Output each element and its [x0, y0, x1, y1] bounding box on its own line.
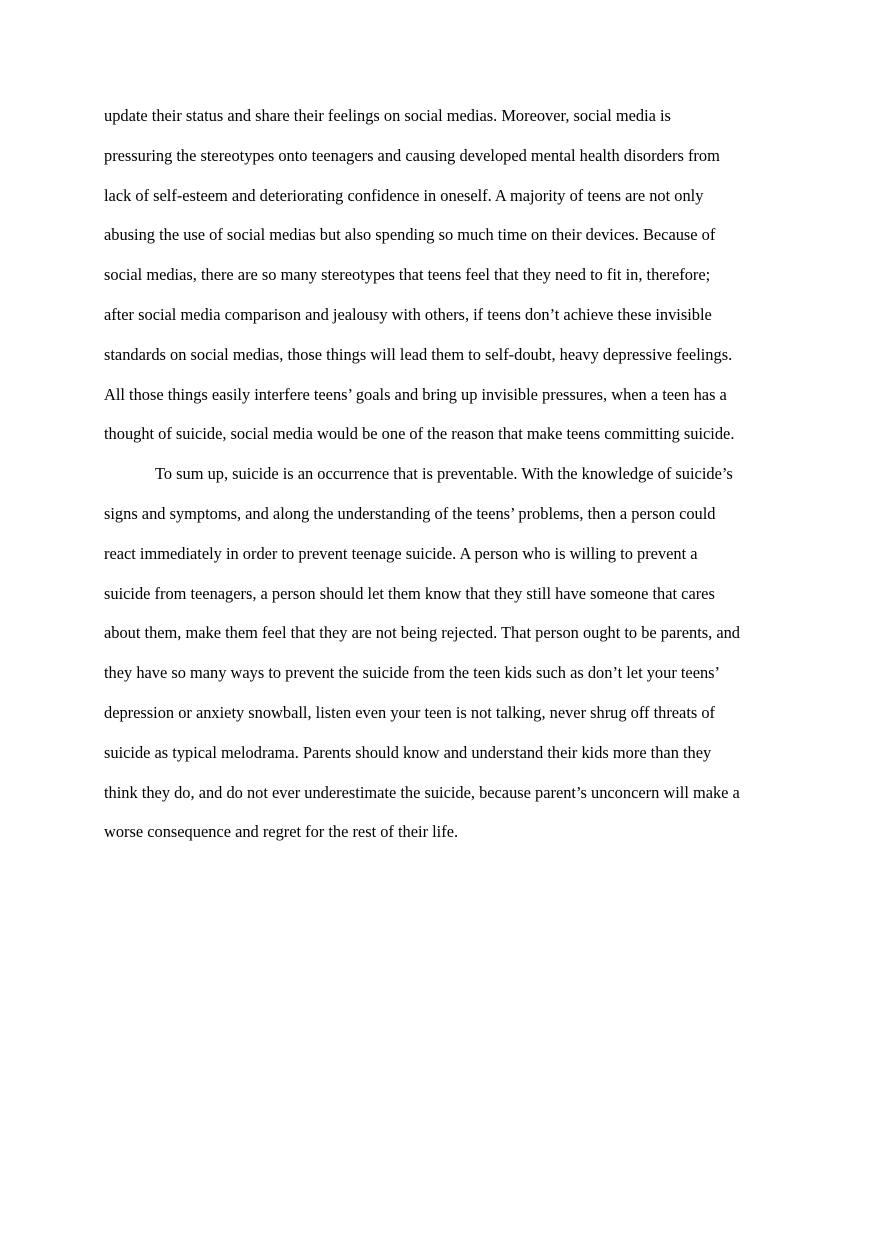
text-line: after social media comparison and jealousy with others, if teens don’t achieve these invisible	[104, 304, 712, 324]
text-line: All those things easily interfere teens’ goals and bring up invisible pressures, when a teen has a	[104, 384, 727, 404]
text-line: they have so many ways to prevent the suicide from the teen kids such as don’t let your teens’	[104, 663, 721, 683]
text-line: update their status and share their feelings on social medias. Moreover, social media is	[104, 106, 671, 125]
text-line: suicide as typical melodrama. Parents should know and understand their kids more than they	[104, 742, 712, 762]
paragraph-conclusion	[104, 454, 794, 852]
text-line: worse consequence and regret for the rest of their life.	[104, 822, 459, 842]
text-line: suicide from teenagers, a person should let them know that they still have someone that cares	[104, 583, 715, 603]
text-line-indented: To sum up, suicide is an occurrence that is preventable. With the knowledge of suicide’s	[155, 464, 733, 484]
text-line: signs and symptoms, and along the understanding of the teens’ problems, then a person could	[104, 503, 716, 523]
text-line: react immediately in order to prevent teenage suicide. A person who is willing to prevent a	[104, 543, 698, 563]
text-line: lack of self-esteem and deteriorating confidence in oneself. A majority of teens are not only	[104, 185, 704, 205]
text-line: social medias, there are so many stereotypes that teens feel that they need to fit in, therefore;	[104, 265, 711, 285]
paragraph-social-media	[104, 96, 794, 454]
text-line: depression or anxiety snowball, listen even your teen is not talking, never shrug off threats of	[104, 702, 716, 722]
text-line: about them, make them feel that they are not being rejected. That person ought to be parents, and	[104, 623, 740, 643]
text-line: abusing the use of social medias but also spending so much time on their devices. Because of	[104, 225, 716, 245]
text-line: think they do, and do not ever underestimate the suicide, because parent’s unconcern will make a	[104, 782, 740, 802]
text-line: standards on social medias, those things will lead them to self-doubt, heavy depressive feelings.	[104, 344, 733, 364]
text-line: thought of suicide, social media would be one of the reason that make teens committing suicide.	[104, 424, 735, 444]
text-line: pressuring the stereotypes onto teenagers and causing developed mental health disorders from	[104, 145, 720, 165]
body-text	[104, 96, 794, 852]
